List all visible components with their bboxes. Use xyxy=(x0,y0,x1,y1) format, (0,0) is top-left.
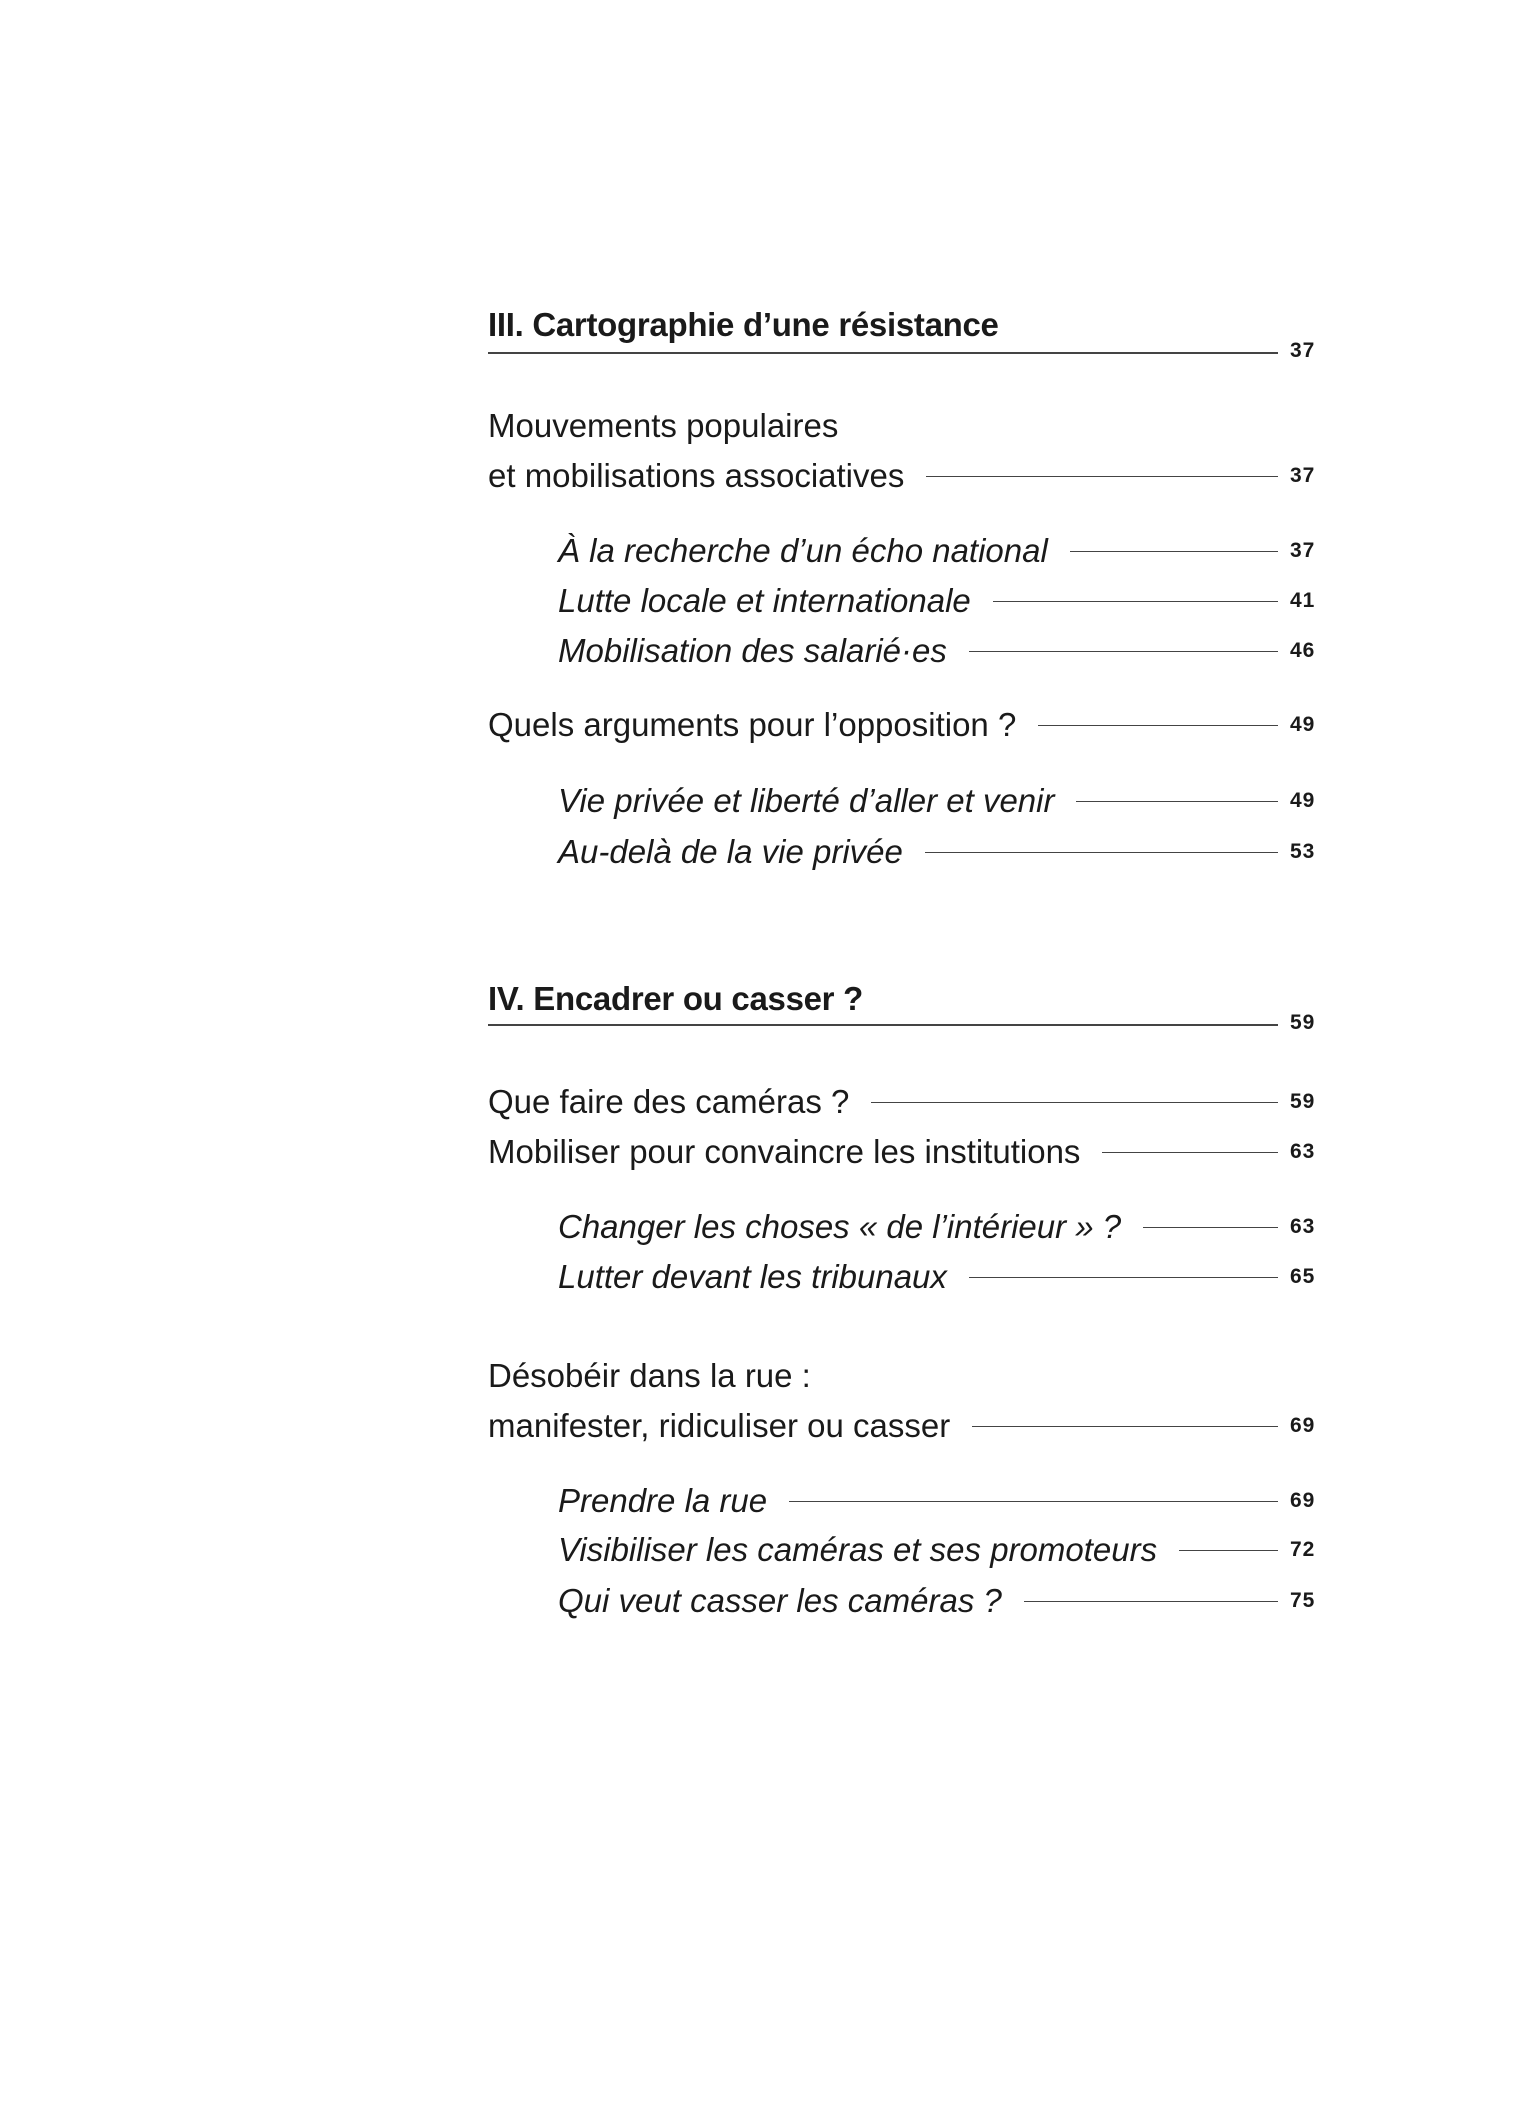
leader-line xyxy=(925,852,1278,853)
leader-line xyxy=(871,1102,1278,1103)
toc-entry-label: manifester, ridiculiser ou casser xyxy=(488,1407,951,1444)
toc-entry[interactable] xyxy=(488,700,1278,750)
toc-entry-label: Lutter devant les tribunaux xyxy=(558,1258,947,1295)
leader-line xyxy=(1038,725,1278,726)
leader-line xyxy=(926,476,1278,477)
toc-entry-label: À la recherche d’un écho national xyxy=(558,532,1048,569)
toc-entry-label: Prendre la rue xyxy=(558,1482,768,1519)
toc-entry[interactable] xyxy=(558,576,1278,626)
leader-line xyxy=(789,1501,1278,1502)
toc-entry[interactable] xyxy=(558,1576,1278,1626)
toc-entry[interactable] xyxy=(488,451,1278,501)
toc-entry-label: et mobilisations associatives xyxy=(488,457,905,494)
leader-line xyxy=(972,1426,1278,1427)
toc-entry-line: Mouvements populaires xyxy=(488,407,839,444)
toc-entry[interactable] xyxy=(488,1127,1278,1177)
leader-line xyxy=(1076,801,1278,802)
toc-entry[interactable] xyxy=(558,1476,1278,1526)
page-number: 75 xyxy=(1290,1589,1316,1612)
leader-line xyxy=(1102,1152,1278,1153)
toc-entry-label: Lutte locale et internationale xyxy=(558,582,971,619)
toc-entry[interactable] xyxy=(558,776,1278,826)
toc-entry-label: Mobilisation des salarié·es xyxy=(558,632,947,669)
page-number: 37 xyxy=(1290,539,1316,562)
toc-entry-label: Mobiliser pour convaincre les institutions xyxy=(488,1133,1081,1170)
page-number: 37 xyxy=(1290,464,1316,487)
toc-entry-label: Changer les choses « de l’intérieur » ? xyxy=(558,1208,1122,1245)
toc-entry[interactable] xyxy=(558,1525,1278,1575)
section-rule xyxy=(488,352,1278,354)
page-number: 59 xyxy=(1290,1090,1316,1113)
page-number: 63 xyxy=(1290,1140,1316,1163)
toc-entry[interactable] xyxy=(558,626,1278,676)
toc-entry[interactable] xyxy=(488,1401,1278,1451)
leader-line xyxy=(1179,1550,1278,1551)
toc-entry[interactable] xyxy=(558,827,1278,877)
toc-entry-label: Que faire des caméras ? xyxy=(488,1083,850,1120)
toc-entry-label: Vie privée et liberté d’aller et venir xyxy=(558,782,1055,819)
toc-entry-line: Désobéir dans la rue : xyxy=(488,1357,811,1394)
page-number: 65 xyxy=(1290,1265,1316,1288)
page-number: 72 xyxy=(1290,1538,1316,1561)
toc-entry-label: Visibiliser les caméras et ses promoteurs xyxy=(558,1531,1158,1568)
page-number: 41 xyxy=(1290,589,1316,612)
leader-line xyxy=(969,1277,1278,1278)
leader-line xyxy=(1143,1227,1278,1228)
page-number: 49 xyxy=(1290,789,1316,812)
section-title: IV. Encadrer ou casser ? xyxy=(488,980,863,1017)
page-number: 53 xyxy=(1290,840,1316,863)
page-number: 37 xyxy=(1290,339,1316,362)
page-number: 69 xyxy=(1290,1414,1316,1437)
toc-entry-label: Au-delà de la vie privée xyxy=(558,833,903,870)
toc-entry[interactable] xyxy=(488,1077,1278,1127)
leader-line xyxy=(969,651,1278,652)
leader-line xyxy=(993,601,1278,602)
leader-line xyxy=(1070,551,1278,552)
page-number: 46 xyxy=(1290,639,1316,662)
toc-entry[interactable] xyxy=(558,1202,1278,1252)
toc-entry[interactable] xyxy=(558,526,1278,576)
page-number: 69 xyxy=(1290,1489,1316,1512)
leader-line xyxy=(1024,1601,1278,1602)
page-number: 49 xyxy=(1290,713,1316,736)
page-number: 59 xyxy=(1290,1011,1316,1034)
toc-entry[interactable] xyxy=(558,1252,1278,1302)
section-rule xyxy=(488,1024,1278,1026)
toc-entry-label: Qui veut casser les caméras ? xyxy=(558,1582,1002,1619)
section-title: III. Cartographie d’une résistance xyxy=(488,306,999,343)
toc-entry-label: Quels arguments pour l’opposition ? xyxy=(488,706,1017,743)
page-number: 63 xyxy=(1290,1215,1316,1238)
